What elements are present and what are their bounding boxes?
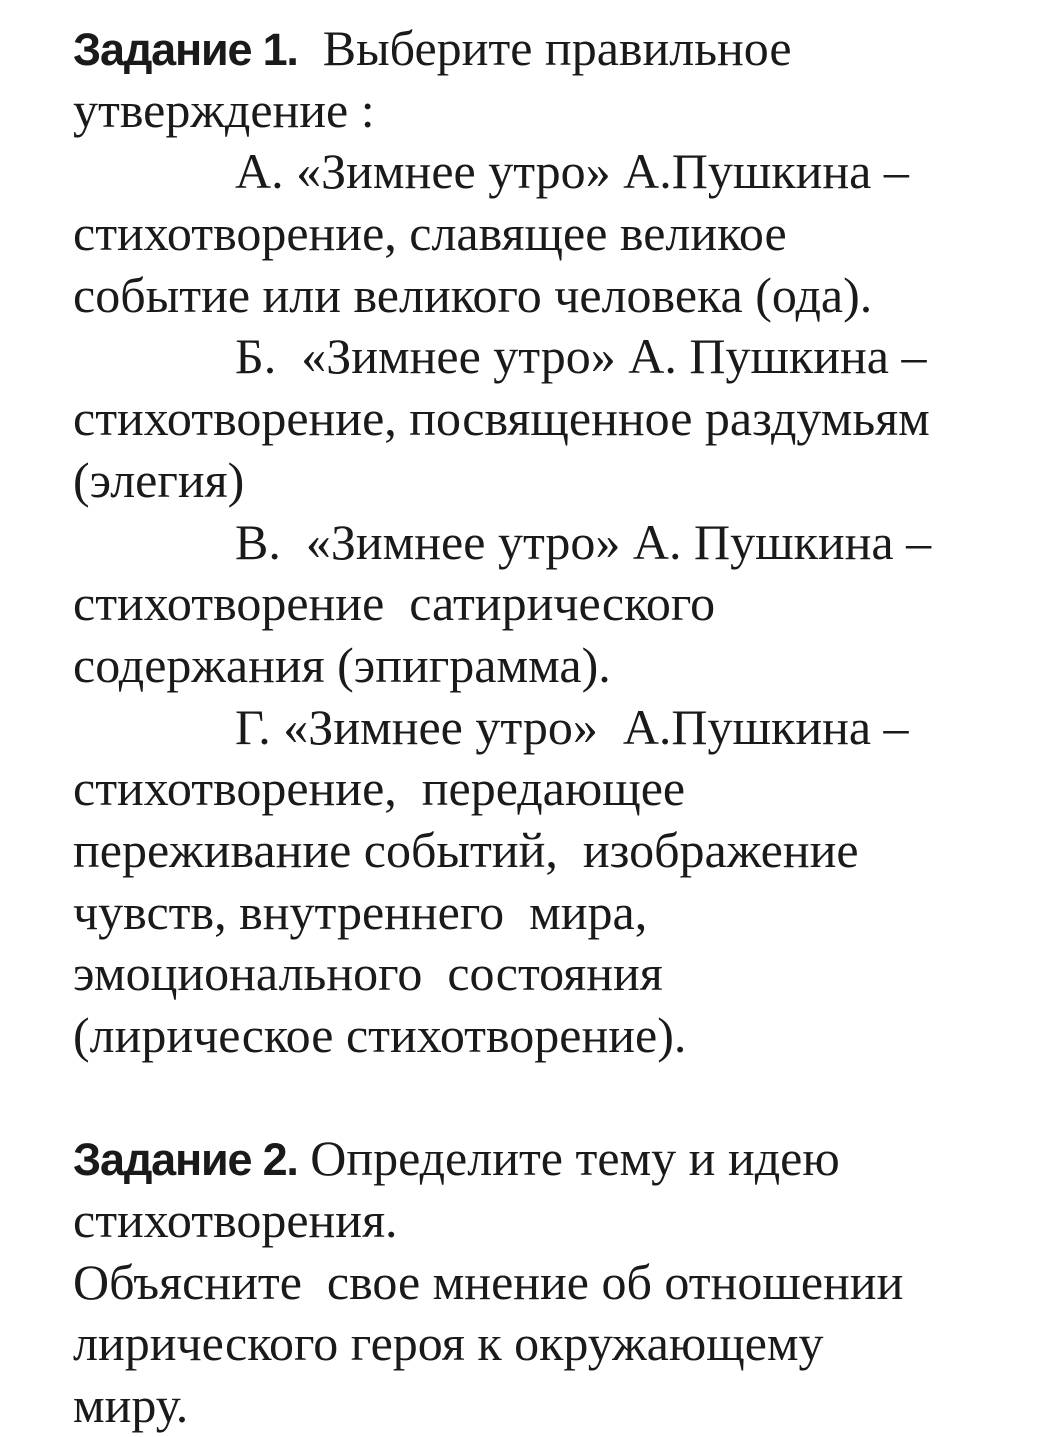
option-v (73, 512, 1033, 697)
option-g-line: (лирическое стихотворение). (73, 1007, 687, 1063)
task1-label: Задание 1. (73, 24, 298, 75)
task1-prompt: Выберите правильное (297, 20, 792, 76)
option-g-line: переживание событий, изображение (73, 821, 859, 878)
option-a-line: событие или великого человека (ода). (73, 266, 873, 323)
task2-extra-line: лирического героя к окружающему (73, 1315, 824, 1372)
option-b-line: (элегия) (73, 451, 245, 508)
task2-extra-line: миру. (73, 1377, 189, 1434)
task1-heading (73, 18, 1033, 80)
option-b-line: Б. «Зимнее утро» А. Пушкина – (235, 328, 927, 385)
task2-label: Задание 2. (73, 1134, 298, 1186)
worksheet (73, 18, 1033, 1437)
option-g-line: Г. «Зимнее утро» А.Пушкина – (235, 698, 909, 755)
option-g-line: стихотворение, передающее (73, 760, 686, 817)
option-g-line: эмоционального состояния (73, 945, 663, 1002)
option-v-line: стихотворение сатирического (73, 575, 716, 632)
option-a-line: А. «Зимнее утро» А.Пушкина – (235, 143, 909, 200)
option-g-line: чувств, внутреннего мира, (73, 883, 648, 940)
option-a-line: стихотворение, славящее великое (73, 205, 787, 262)
task2-heading (73, 1128, 1033, 1190)
task1-prompt-continued: утверждение : (73, 81, 375, 138)
option-a (73, 141, 1033, 326)
option-b (73, 326, 1033, 511)
option-v-line: В. «Зимнее утро» А. Пушкина – (235, 513, 932, 570)
option-v-line: содержания (эпиграмма). (73, 636, 611, 693)
spacer (73, 1067, 1033, 1129)
option-g (73, 697, 1033, 1067)
task2-prompt: Определите тему и идею (297, 1130, 840, 1187)
option-b-line: стихотворение, посвященное раздумьям (73, 390, 930, 447)
task2-prompt-continued: стихотворения. (73, 1192, 398, 1249)
task2-extra-line: Объясните свое мнение об отношении (73, 1253, 904, 1310)
